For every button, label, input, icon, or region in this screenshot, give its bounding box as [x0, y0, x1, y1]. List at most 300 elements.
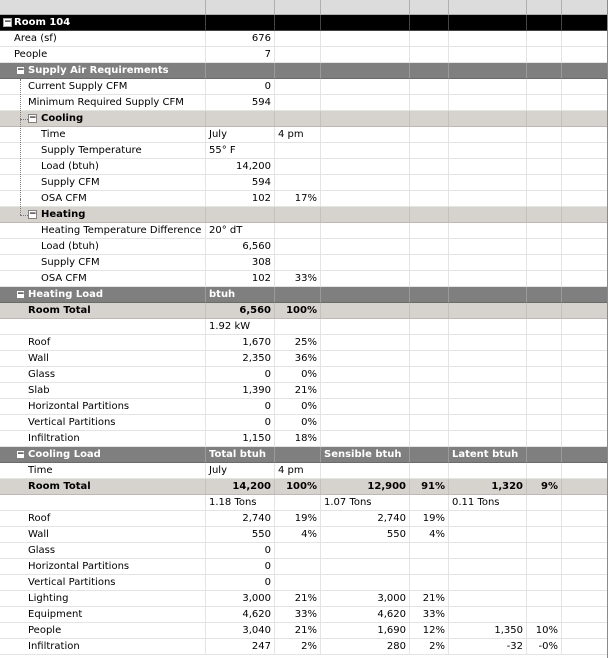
value-v2: 21% — [275, 383, 321, 399]
cell — [0, 159, 206, 175]
cell — [321, 543, 410, 559]
cell — [562, 575, 608, 591]
column-header[interactable] — [275, 0, 321, 15]
row-label: Time — [28, 465, 53, 476]
cell — [527, 319, 562, 335]
cell — [449, 95, 527, 111]
cell — [410, 223, 449, 239]
cell — [449, 223, 527, 239]
cell — [275, 159, 321, 175]
value-v1: 308 — [206, 255, 275, 271]
collapse-toggle-icon[interactable]: − — [17, 449, 25, 459]
value-v1: 6,560 — [206, 239, 275, 255]
cell — [527, 399, 562, 415]
cell — [527, 47, 562, 63]
value-v4: 2% — [410, 639, 449, 655]
value-v1: 6,560 — [206, 303, 275, 319]
cell — [410, 287, 449, 303]
cell — [410, 239, 449, 255]
cell — [562, 111, 608, 127]
cell — [527, 495, 562, 511]
column-header[interactable] — [527, 0, 562, 15]
cell — [562, 511, 608, 527]
cell — [449, 79, 527, 95]
cell — [410, 31, 449, 47]
cell — [321, 319, 410, 335]
value-v1: 1,390 — [206, 383, 275, 399]
cell — [410, 47, 449, 63]
cell — [0, 111, 206, 127]
value-v1: 20° dT — [206, 223, 275, 239]
subsection-title: Cooling — [41, 113, 84, 124]
cell — [275, 559, 321, 575]
cell — [527, 463, 562, 479]
row-label: Equipment — [28, 609, 83, 620]
column-header[interactable] — [321, 0, 410, 15]
cooling-load-section[interactable] — [0, 447, 607, 463]
cell — [527, 63, 562, 79]
cell — [527, 543, 562, 559]
value-v1: 2,740 — [206, 511, 275, 527]
cooling-load-row — [0, 607, 607, 623]
cell — [562, 143, 608, 159]
value-v2: 21% — [275, 623, 321, 639]
cooling-load-row — [0, 575, 607, 591]
cell — [449, 127, 527, 143]
cell — [0, 415, 206, 431]
cell — [410, 255, 449, 271]
cell — [449, 191, 527, 207]
cooling-load-row — [0, 511, 607, 527]
cell — [527, 255, 562, 271]
cell — [0, 79, 206, 95]
cell — [410, 431, 449, 447]
cooling-row — [0, 143, 607, 159]
cell — [275, 15, 321, 31]
cell — [0, 591, 206, 607]
cell — [527, 159, 562, 175]
cell — [0, 383, 206, 399]
cell — [0, 239, 206, 255]
cell — [275, 175, 321, 191]
row-label: Horizontal Partitions — [28, 561, 130, 572]
cell — [562, 255, 608, 271]
heating-subsection[interactable] — [0, 207, 607, 223]
cooling-subsection[interactable] — [0, 111, 607, 127]
heating-load-section[interactable] — [0, 287, 607, 303]
cell — [449, 239, 527, 255]
value-v2: 2% — [275, 639, 321, 655]
value-v1: 4,620 — [206, 607, 275, 623]
cell — [410, 79, 449, 95]
row-label: Vertical Partitions — [28, 417, 116, 428]
row-label: Roof — [28, 513, 51, 524]
cell — [527, 287, 562, 303]
section-title: Heating Load — [28, 289, 104, 300]
cell — [275, 143, 321, 159]
cell — [527, 127, 562, 143]
row-label: Glass — [28, 545, 56, 556]
cell — [275, 95, 321, 111]
cell — [449, 559, 527, 575]
cell — [562, 95, 608, 111]
collapse-toggle-icon[interactable]: − — [17, 289, 25, 299]
cooling-row — [0, 127, 607, 143]
cell — [449, 303, 527, 319]
cell — [527, 575, 562, 591]
row-label: Load (btuh) — [41, 161, 99, 172]
cell — [562, 527, 608, 543]
cell — [275, 287, 321, 303]
tree-line — [20, 199, 21, 215]
cell — [449, 543, 527, 559]
cell — [449, 111, 527, 127]
cell — [0, 319, 206, 335]
tree-line — [20, 215, 28, 216]
value-v1: 0 — [206, 575, 275, 591]
cell — [449, 431, 527, 447]
cell — [562, 191, 608, 207]
cell — [275, 111, 321, 127]
value-v1: 1,670 — [206, 335, 275, 351]
subsection-title: Heating — [41, 209, 86, 220]
cell — [562, 79, 608, 95]
column-header[interactable] — [410, 0, 449, 15]
value-v2: 4 pm — [275, 463, 321, 479]
value-v4: 91% — [410, 479, 449, 495]
cell — [321, 383, 410, 399]
row-label: Heating Temperature Difference — [41, 225, 202, 236]
value-v1: 14,200 — [206, 159, 275, 175]
cell — [410, 191, 449, 207]
cell — [321, 271, 410, 287]
cell — [410, 175, 449, 191]
column-header[interactable] — [206, 0, 275, 15]
cell — [562, 239, 608, 255]
cell — [321, 95, 410, 111]
value-v1: 14,200 — [206, 479, 275, 495]
value-v1: 247 — [206, 639, 275, 655]
cell — [410, 127, 449, 143]
collapse-toggle-icon[interactable]: − — [17, 65, 25, 75]
collapse-toggle-icon[interactable]: − — [29, 113, 37, 123]
cell — [321, 559, 410, 575]
cell — [321, 399, 410, 415]
collapse-toggle-icon[interactable]: − — [29, 209, 37, 219]
cell — [321, 223, 410, 239]
cooling-load-row — [0, 639, 607, 655]
cell — [410, 207, 449, 223]
value-v1: 1,150 — [206, 431, 275, 447]
cell — [562, 399, 608, 415]
value-v1: 55° F — [206, 143, 275, 159]
cell — [562, 127, 608, 143]
cell — [449, 63, 527, 79]
cell — [0, 207, 206, 223]
value-v3: 4,620 — [321, 607, 410, 623]
cell — [206, 63, 275, 79]
cell — [0, 15, 206, 31]
cell — [410, 559, 449, 575]
cell — [449, 575, 527, 591]
cooling-load-row — [0, 543, 607, 559]
room-header-row[interactable] — [0, 15, 607, 31]
value-v6: -0% — [527, 639, 562, 655]
cell — [527, 271, 562, 287]
cell — [321, 431, 410, 447]
row-label: Slab — [28, 385, 50, 396]
cell — [0, 175, 206, 191]
cell — [275, 79, 321, 95]
cell — [527, 191, 562, 207]
cell — [275, 47, 321, 63]
cell — [410, 95, 449, 111]
row-label: Roof — [28, 337, 51, 348]
cell — [321, 255, 410, 271]
heating-load-row — [0, 399, 607, 415]
row-label: People — [14, 49, 48, 60]
cell — [527, 367, 562, 383]
cell — [449, 399, 527, 415]
room-title: Room 104 — [14, 17, 71, 28]
cell — [410, 415, 449, 431]
cell — [449, 607, 527, 623]
value-v2: 100% — [275, 303, 321, 319]
section-title: Cooling Load — [28, 449, 101, 460]
cell — [321, 15, 410, 31]
cell — [527, 79, 562, 95]
cell — [0, 255, 206, 271]
value-v1: 0 — [206, 79, 275, 95]
cell — [562, 639, 608, 655]
cell — [410, 271, 449, 287]
column-title: Latent btuh — [449, 447, 527, 463]
cell — [449, 143, 527, 159]
cell — [0, 431, 206, 447]
column-header-row — [0, 0, 607, 15]
cell — [0, 527, 206, 543]
cell — [321, 111, 410, 127]
cell — [206, 207, 275, 223]
heating-row — [0, 239, 607, 255]
cell — [527, 223, 562, 239]
value-v4: 12% — [410, 623, 449, 639]
total-kw: 1.92 kW — [206, 319, 275, 335]
value-v5: 1,350 — [449, 623, 527, 639]
cell — [0, 95, 206, 111]
cell — [449, 367, 527, 383]
tree-line — [20, 119, 28, 120]
value-v5: -32 — [449, 639, 527, 655]
value-v2: 100% — [275, 479, 321, 495]
cell — [449, 287, 527, 303]
cell — [321, 31, 410, 47]
cell — [410, 543, 449, 559]
heating-load-row — [0, 415, 607, 431]
cell — [449, 415, 527, 431]
cell — [562, 479, 608, 495]
cell — [206, 15, 275, 31]
heating-load-row — [0, 383, 607, 399]
cell — [527, 303, 562, 319]
cell — [562, 543, 608, 559]
value-v2: 21% — [275, 591, 321, 607]
cell — [410, 63, 449, 79]
cooling-time-row — [0, 463, 607, 479]
cell — [562, 159, 608, 175]
value-v1: 0 — [206, 367, 275, 383]
value-v1: 3,000 — [206, 591, 275, 607]
column-title: Sensible btuh — [321, 447, 410, 463]
cell — [449, 255, 527, 271]
heating-load-row — [0, 351, 607, 367]
value-v1: 2,350 — [206, 351, 275, 367]
row-label: Current Supply CFM — [28, 81, 128, 92]
cell — [562, 383, 608, 399]
row-label: Wall — [28, 529, 49, 540]
cell — [562, 591, 608, 607]
cell — [410, 351, 449, 367]
value-v3: 2,740 — [321, 511, 410, 527]
cell — [321, 175, 410, 191]
cell — [321, 63, 410, 79]
cell — [321, 191, 410, 207]
cell — [562, 447, 608, 463]
cell — [0, 271, 206, 287]
row-label: Load (btuh) — [41, 241, 99, 252]
cooling-load-row — [0, 559, 607, 575]
cell — [275, 207, 321, 223]
cell — [562, 463, 608, 479]
cell — [449, 383, 527, 399]
cell — [275, 31, 321, 47]
cooling-load-row — [0, 591, 607, 607]
row-label: Supply Temperature — [41, 145, 142, 156]
cell — [449, 271, 527, 287]
cell — [410, 303, 449, 319]
cell — [562, 47, 608, 63]
value-v1: 594 — [206, 175, 275, 191]
tree-line — [20, 79, 21, 199]
cell — [449, 527, 527, 543]
row-label: Time — [41, 129, 66, 140]
row-label: Supply CFM — [41, 177, 100, 188]
value-v2: 19% — [275, 511, 321, 527]
row-label: Area (sf) — [14, 33, 57, 44]
cell — [562, 559, 608, 575]
value-v1: July — [206, 463, 275, 479]
cell — [562, 623, 608, 639]
value-v1: 102 — [206, 191, 275, 207]
cell — [0, 31, 206, 47]
row-label: Vertical Partitions — [28, 577, 116, 588]
cooling-load-row — [0, 623, 607, 639]
cell — [0, 47, 206, 63]
value-v1: 7 — [206, 47, 275, 63]
cell — [562, 335, 608, 351]
row-label: Infiltration — [28, 433, 80, 444]
row-label: Infiltration — [28, 641, 80, 652]
cooling-row — [0, 159, 607, 175]
cell — [0, 143, 206, 159]
cell — [410, 319, 449, 335]
column-header[interactable] — [449, 0, 527, 15]
cell — [0, 639, 206, 655]
total-tons: 1.18 Tons — [206, 495, 275, 511]
value-v1: 676 — [206, 31, 275, 47]
row-label: Wall — [28, 353, 49, 364]
row-label: People — [28, 625, 62, 636]
cell — [527, 511, 562, 527]
cell — [0, 367, 206, 383]
heating-load-row — [0, 431, 607, 447]
value-v6: 9% — [527, 479, 562, 495]
collapse-toggle-icon[interactable]: − — [4, 17, 12, 27]
cell — [527, 95, 562, 111]
cell — [321, 287, 410, 303]
cell — [527, 335, 562, 351]
cell — [0, 543, 206, 559]
value-v2: 25% — [275, 335, 321, 351]
value-v2: 36% — [275, 351, 321, 367]
value-v3: 12,900 — [321, 479, 410, 495]
supply-row — [0, 95, 607, 111]
cell — [410, 111, 449, 127]
cell — [410, 383, 449, 399]
heating-total-kw-row — [0, 319, 607, 335]
cell — [527, 431, 562, 447]
supply-row — [0, 79, 607, 95]
cell — [562, 63, 608, 79]
value-v1: 0 — [206, 399, 275, 415]
row-label: Minimum Required Supply CFM — [28, 97, 184, 108]
cell — [0, 479, 206, 495]
value-v4: 21% — [410, 591, 449, 607]
row-label: Horizontal Partitions — [28, 401, 130, 412]
cell — [321, 143, 410, 159]
column-header[interactable] — [0, 0, 206, 15]
cell — [562, 223, 608, 239]
cooling-row — [0, 175, 607, 191]
heating-row — [0, 271, 607, 287]
value-v2: 18% — [275, 431, 321, 447]
cell — [449, 15, 527, 31]
cooling-load-row — [0, 527, 607, 543]
cell — [275, 223, 321, 239]
column-header[interactable] — [562, 0, 608, 15]
cell — [410, 15, 449, 31]
latent-tons: 0.11 Tons — [449, 495, 527, 511]
cell — [449, 319, 527, 335]
cell — [0, 63, 206, 79]
cell — [410, 463, 449, 479]
sensible-tons: 1.07 Tons — [321, 495, 410, 511]
supply-air-section[interactable] — [0, 63, 607, 79]
value-v2: 4% — [275, 527, 321, 543]
cell — [527, 143, 562, 159]
row-label: Lighting — [28, 593, 69, 604]
column-title: Total btuh — [206, 447, 275, 463]
cell — [527, 559, 562, 575]
cell — [410, 159, 449, 175]
cell — [410, 495, 449, 511]
cell — [410, 143, 449, 159]
cell — [275, 575, 321, 591]
cell — [562, 367, 608, 383]
value-v1: 550 — [206, 527, 275, 543]
cell — [527, 111, 562, 127]
row-label: OSA CFM — [41, 273, 87, 284]
